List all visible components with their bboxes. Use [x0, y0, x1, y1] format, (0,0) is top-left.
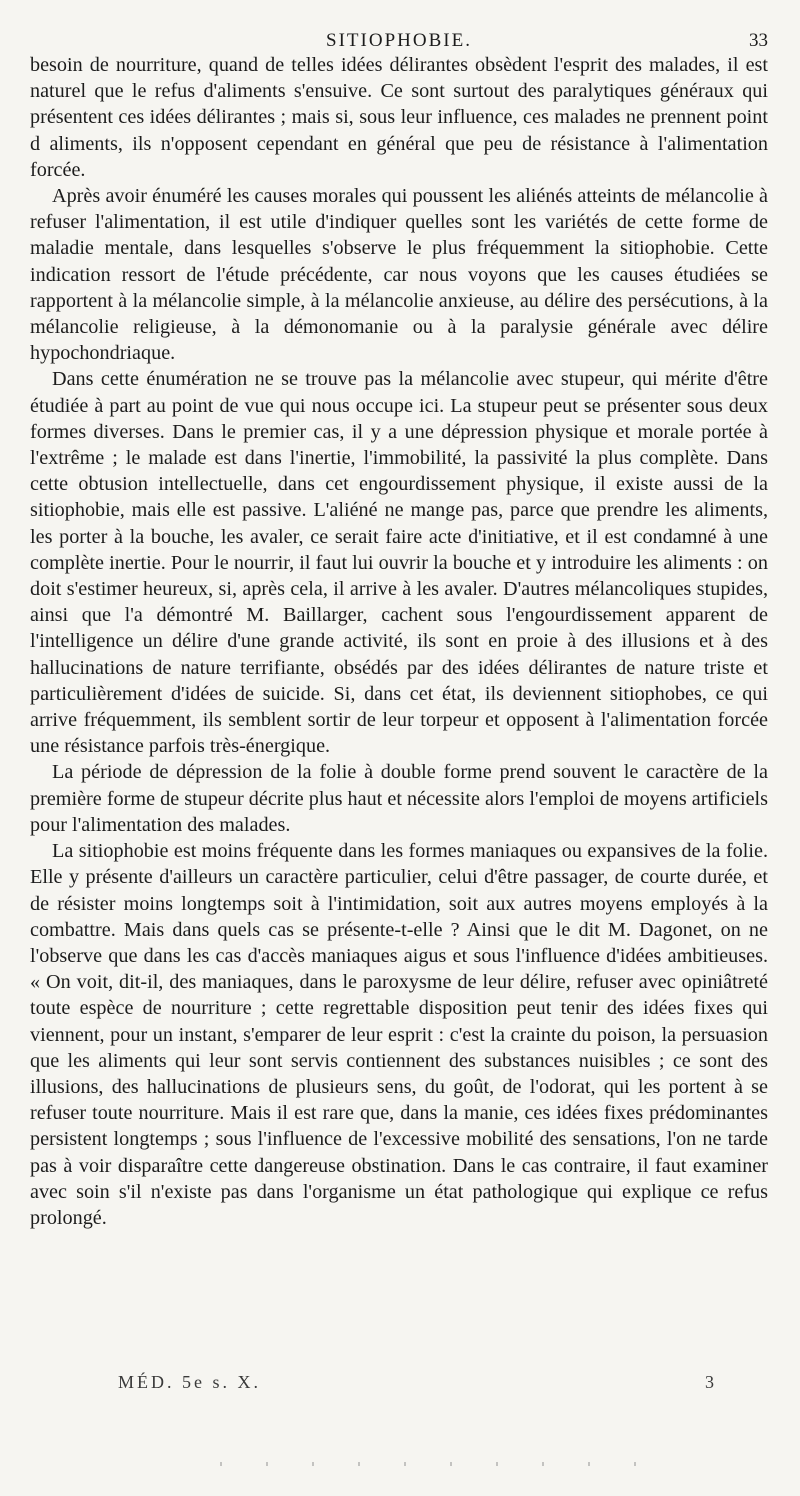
page-footer [30, 1372, 768, 1402]
body-text [30, 52, 768, 1231]
paragraph: La période de dépression de la folie à double forme prend souvent le caractère de la première forme de stupeur décrite plus haut et nécessite alors l'emploi de moyens artificiels pour l'alimentation des malades. [30, 761, 768, 836]
printer-signature: MÉD. 5e s. X. [118, 1372, 261, 1392]
page-number: 33 [749, 30, 768, 51]
document-page [30, 22, 768, 1231]
paragraph: Après avoir énuméré les causes morales qui poussent les aliénés atteints de mélancolie à refuser l'alimentation, il est utile d'indiquer quelles sont les variétés de cette forme de maladie mentale, dans lesquelles s'observe le plus fréquemment la sitiophobie. Cette indication ressort de l'étude précédente, car nous voyons que les causes étudiées se rapportent à la mélancolie simple, à la mélancolie anxieuse, au délire des persécutions, à la mélancolie religieuse, à la démonomanie ou à la paralysie générale avec délire hypochondriaque. [30, 185, 768, 365]
paragraph: besoin de nourriture, quand de telles idées délirantes obsèdent l'esprit des malades, il est naturel que le refus d'aliments s'ensuive. Ce sont surtout des paralytiques généraux qui présentent ces idées délirantes ; mais si, sous leur influence, ces malades ne prennent point d aliments, ils n'opposent cependant en général que peu de résistance à l'alimentation forcée. [30, 54, 768, 181]
scan-specks [220, 1462, 660, 1466]
paragraph: Dans cette énumération ne se trouve pas la mélancolie avec stupeur, qui mérite d'être étudiée à part au point de vue qui nous occupe ici. La stupeur peut se présenter sous deux formes diverses. Dans le premier cas, il y a une dépression physique et morale portée à l'extrême ; le malade est dans l'inertie, l'immobilité, la passivité la plus complète. Dans cette obtusion intellectuelle, dans cet engourdissement physique, il existe aussi de la sitiophobie, mais elle est passive. L'aliéné ne mange pas, parce que prendre les aliments, les porter à la bouche, les avaler, ce serait faire acte d'initiative, et il est condamné à une complète inertie. Pour le nourrir, il faut lui ouvrir la bouche et y introduire les aliments : on doit s'estimer heureux, si, après cela, il arrive à les avaler. D'autres mélancoliques stupides, ainsi que l'a démontré M. Baillarger, cachent sous l'engourdissement apparent de l'intelligence un délire d'une grande activité, ils sont en proie à des illusions et à des hallucinations de nature terrifiante, obsédés par des idées délirantes de nature triste et particulièrement d'idées de suicide. Si, dans cet état, ils deviennent sitiophobes, ce qui arrive fréquemment, ils semblent sortir de leur torpeur et opposent à l'alimentation forcée une résistance parfois très-énergique. [30, 368, 768, 758]
sheet-number: 3 [705, 1372, 714, 1392]
running-header [30, 22, 768, 52]
paragraph: La sitiophobie est moins fréquente dans les formes maniaques ou expansives de la folie. Elle y présente d'ailleurs un caractère particulier, celui d'être passager, de courte durée, et de résister moins longtemps soit à l'intimidation, soit aux autres moyens employés à la combattre. Mais dans quels cas se présente-t-elle ? Ainsi que le dit M. Dagonet, on ne l'observe que dans les cas d'accès maniaques aigus et sous l'influence d'idées ambitieuses. « On voit, dit-il, des maniaques, dans le paroxysme de leur délire, refuser avec opiniâtreté toute espèce de nourriture ; cette regrettable disposition peut tenir des idées fixes qui viennent, pour un instant, s'emparer de leur esprit : c'est la crainte du poison, la persuasion que les aliments qui leur sont servis contiennent des substances nuisibles ; ce sont des illusions, des hallucinations de plusieurs sens, du goût, de l'odorat, qui les portent à se refuser toute nourriture. Mais il est rare que, dans la manie, ces idées fixes prédominantes persistent longtemps ; sous l'influence de l'excessive mobilité des sensations, l'on ne tarde pas à voir disparaître cette dangereuse obstination. Dans le cas contraire, il faut examiner avec soin s'il n'existe pas dans l'organisme un état pathologique qui explique ce refus prolongé. [30, 840, 768, 1229]
running-title: SITIOPHOBIE. [326, 30, 472, 51]
